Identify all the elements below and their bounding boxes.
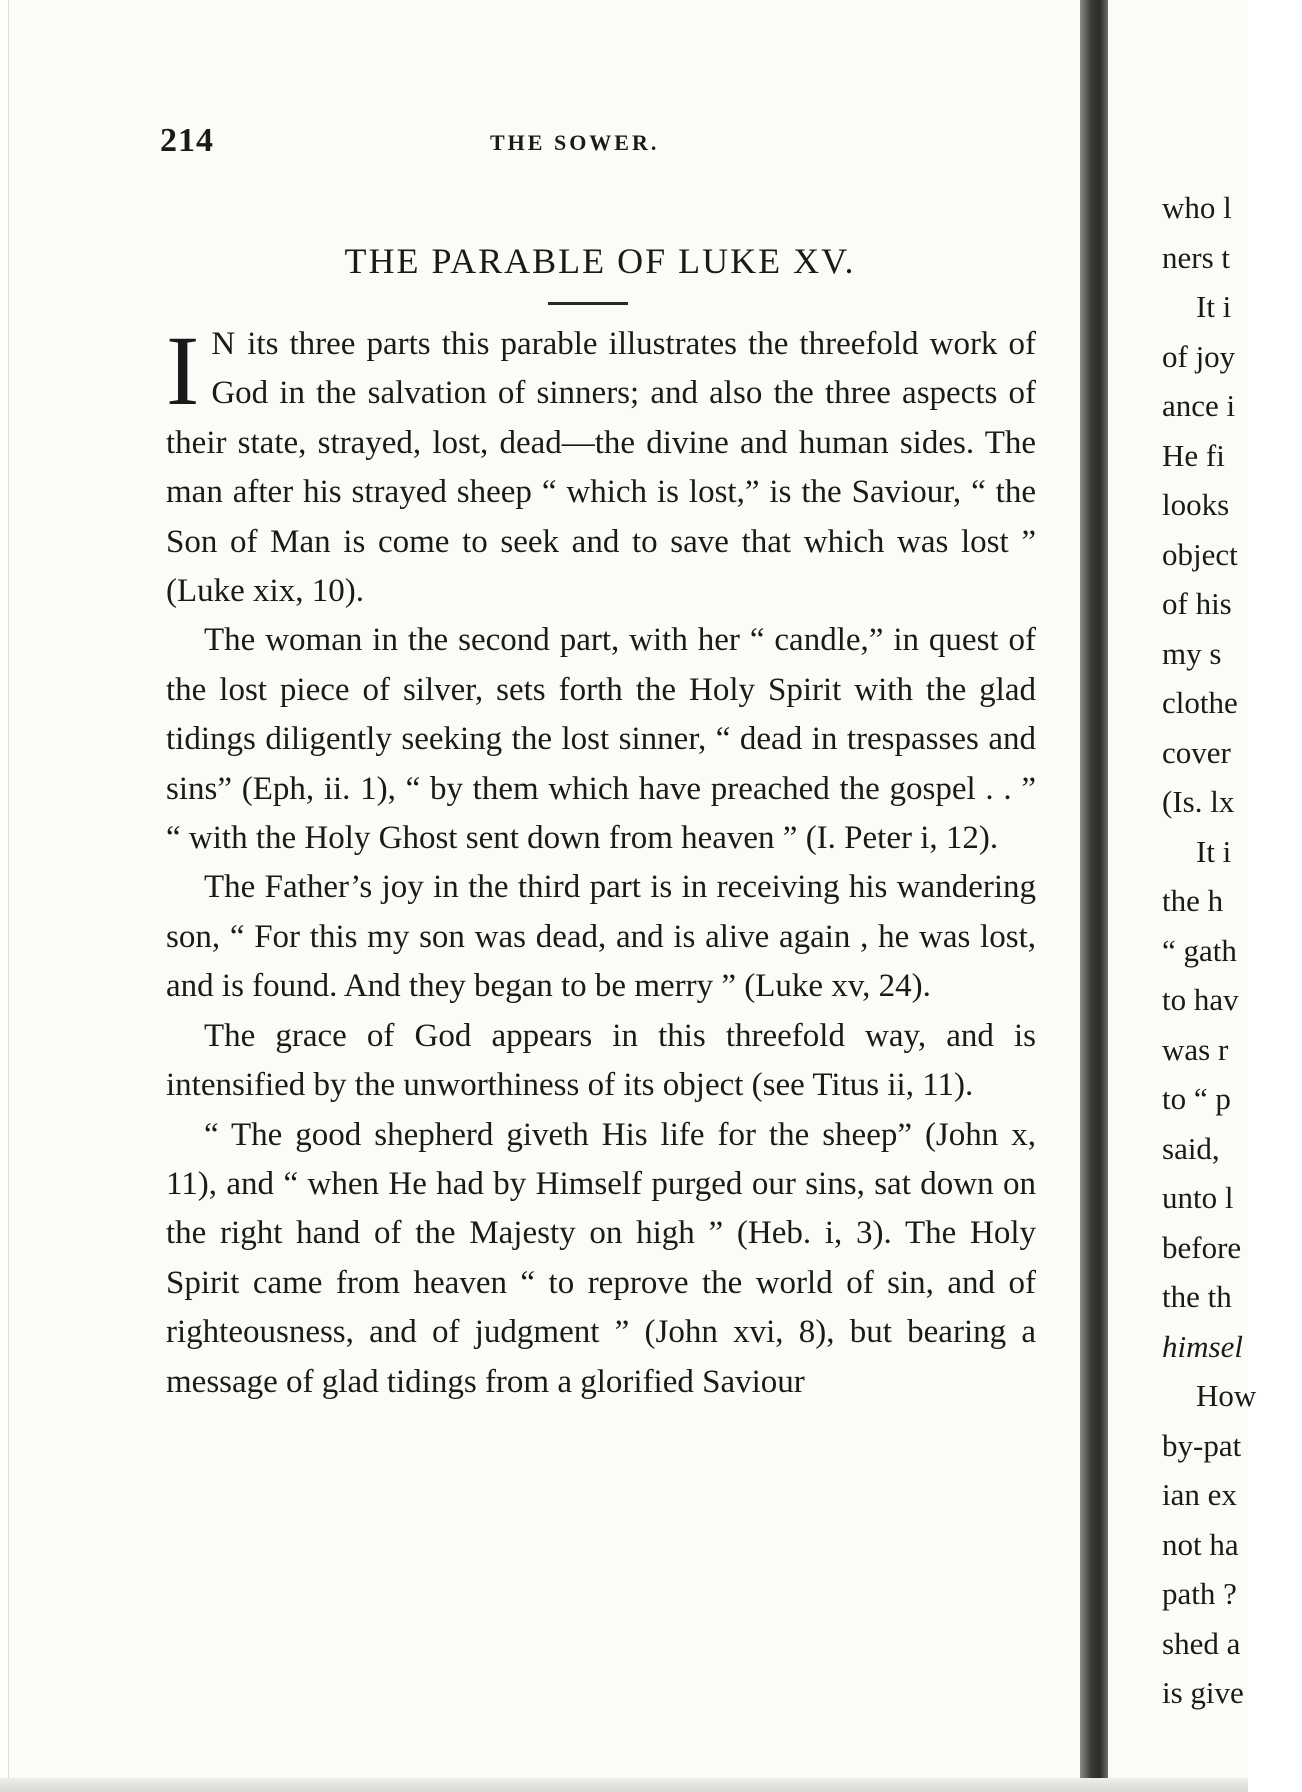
facing-page-line: How xyxy=(1196,1378,1257,1413)
facing-page-line: the th xyxy=(1162,1279,1232,1314)
paragraph-3: The Father’s joy in the third part is in receiving his wandering son, “ For this my son was dead, and is alive again , he was lost, and is found. And they began to be merry ” (Luke xv, 24). xyxy=(166,869,1036,1005)
facing-page-line: the h xyxy=(1162,883,1224,918)
facing-page-line: was r xyxy=(1162,1031,1229,1067)
title-rule xyxy=(548,302,628,305)
article-body xyxy=(166,315,1036,1407)
facing-page-line: It i xyxy=(1196,833,1232,869)
running-title: THE SOWER. xyxy=(490,130,660,155)
paragraph-5: “ The good shepherd giveth His life for the sheep” (John x, 11), and “ when He had by Himself purged our sins, sat down on the right hand of the Majesty on high ” (Heb. i, 3). The Holy Spirit came from heaven “ to reprove the world of sin, and of righteousness, and of judgment ” (John xvi, 8), but bearing a message of glad tidings from a glorified Saviour xyxy=(166,1116,1036,1400)
facing-page-line: object xyxy=(1162,536,1238,572)
paragraph-1-text: its three parts this parable illustrates the threefold work of God in the salvation of sinners; and also the three aspects of their state, strayed, lost, dead—the divine and human sides. The man after his strayed sheep “ which is lost,” is the Saviour, “ the Son of Man is come to seek and to save that which was lost ” (Luke xix, 10). xyxy=(166,326,1036,610)
facing-page-line: of joy xyxy=(1162,338,1236,374)
facing-page-line: to hav xyxy=(1162,982,1239,1017)
facing-page-line: by-pat xyxy=(1162,1427,1242,1463)
facing-page-line: clothe xyxy=(1162,685,1238,720)
facing-page-line: ance i xyxy=(1162,388,1236,423)
article-title: THE PARABLE OF LUKE XV. xyxy=(344,241,856,281)
facing-page-line: (Is. lx xyxy=(1162,784,1235,819)
facing-page-line: looks xyxy=(1162,487,1230,522)
facing-page-line: unto l xyxy=(1162,1180,1234,1215)
facing-page-line: said, xyxy=(1162,1130,1220,1166)
paragraph-2: The woman in the second part, with her “ candle,” in quest of the lost piece of silver, sets forth the Holy Spirit with the glad tidings diligently seeking the lost sinner, “ dead in trespasses and sins” (Eph, ii. 1), “ by them which have preached the gospel . . ” “ with the Holy Ghost sent down from heaven ” (I. Peter i, 12). xyxy=(166,622,1036,857)
book-gutter xyxy=(1080,0,1108,1792)
facing-page-line: It i xyxy=(1196,289,1232,324)
drop-cap: I xyxy=(166,315,200,426)
facing-page-line: himsel xyxy=(1162,1328,1243,1364)
running-head xyxy=(160,122,1030,162)
paragraph-1 xyxy=(166,315,1036,616)
facing-page-line: my s xyxy=(1162,635,1222,671)
facing-page-line: shed a xyxy=(1162,1625,1241,1661)
facing-page-text xyxy=(1162,183,1302,1718)
facing-page-line: who l xyxy=(1162,190,1232,225)
facing-page-line: to “ p xyxy=(1162,1081,1231,1116)
facing-page-line: not ha xyxy=(1162,1526,1239,1562)
page-number: 214 xyxy=(160,122,214,159)
page-bottom-edge xyxy=(0,1778,1248,1792)
facing-page-line: path ? xyxy=(1162,1576,1237,1611)
paragraph-1-lead: N xyxy=(211,326,237,362)
facing-page-line: is give xyxy=(1162,1675,1244,1710)
facing-page-line: ian ex xyxy=(1162,1477,1237,1512)
facing-page-line: ners t xyxy=(1162,239,1231,275)
facing-page-line: cover xyxy=(1162,734,1231,770)
facing-page-line: He fi xyxy=(1162,437,1225,473)
facing-page-line: “ gath xyxy=(1162,932,1237,968)
paragraph-4: The grace of God appears in this threefold way, and is intensified by the unworthiness of its object (see Titus ii, 11). xyxy=(166,1017,1036,1104)
facing-page-line: before xyxy=(1162,1229,1242,1265)
facing-page-line: of his xyxy=(1162,586,1232,621)
